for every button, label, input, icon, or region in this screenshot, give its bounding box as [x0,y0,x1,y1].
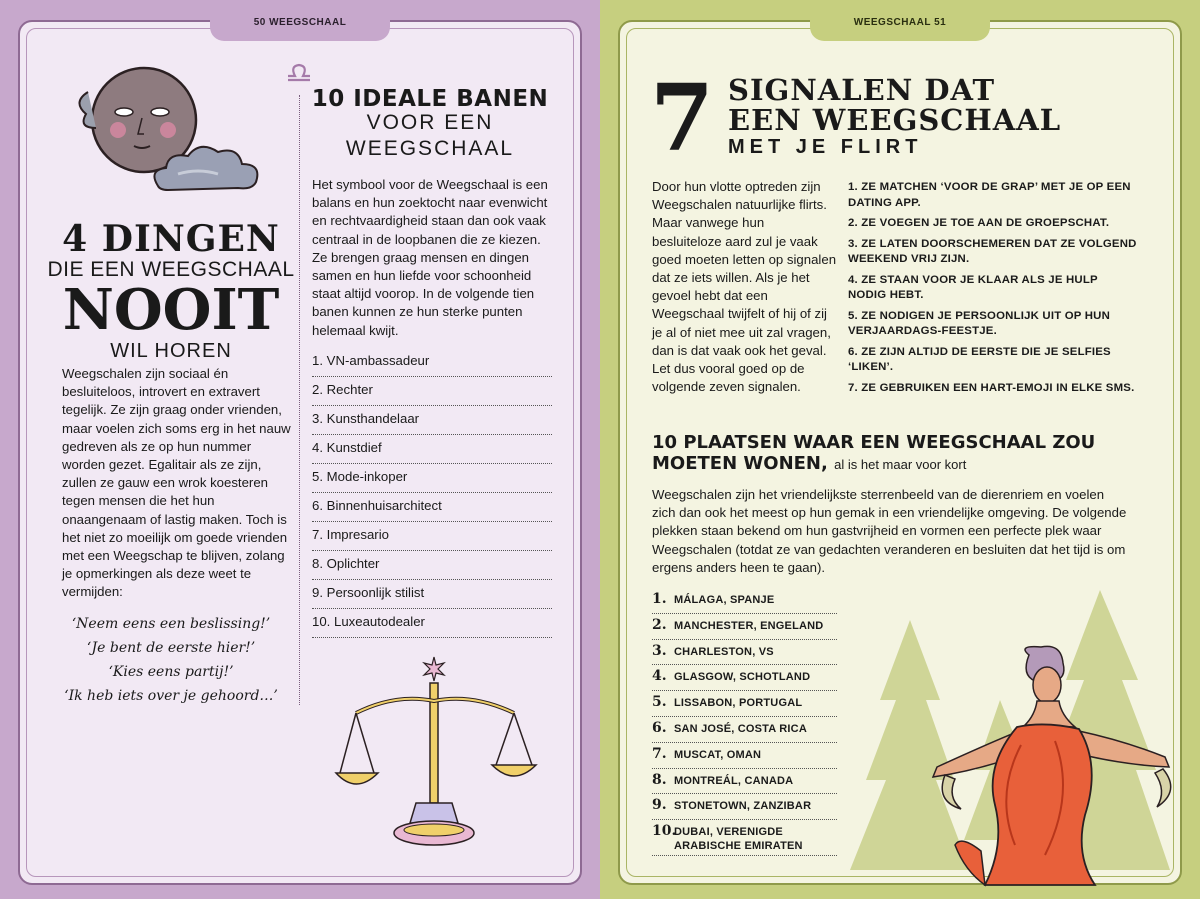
list-item: 7. Impresario [312,522,552,551]
section-title-weegschaal: WEEGSCHAAL [345,137,515,160]
list-item: 10. Luxeautodealer [312,609,552,638]
place-name: CHARLESTON, VS [674,645,774,658]
list-item: 7. ZE GEBRUIKEN EEN HART-EMOJI IN ELKE SMS. [848,381,1135,394]
list-item [652,614,837,640]
place-number: 5. [652,694,667,711]
left-page-header: 50 WEEGSCHAAL [210,11,390,41]
section-title-10-ideale-banen: 10 IDEALE BANEN [311,86,549,112]
place-number: 8. [652,771,667,788]
list-item: 4. ZE STAAN VOOR JE KLAAR ALS JE HULP NODIG HEBT. [848,273,1098,301]
section-body-banen: Het symbool voor de Weegschaal is een balans en hun zoektocht naar evenwicht en rechtvaardigheid staan dan ook vaak centraal in de loopbanen die ze kiezen. Ze brengen graag mensen en dingen samen en hun liefde voor schoonheid staat altijd voorop. In de volgende tien banen kunnen ze hun sterke punten helemaal kwijt. [312,177,548,338]
list-item [652,640,837,666]
list-item: 4. Kunstdief [312,435,552,464]
place-number: 6. [652,719,667,736]
list-item [652,820,837,856]
list-item [652,588,837,614]
place-number: 9. [652,797,667,814]
place-name: MONTREÁL, CANADA [674,774,794,787]
quotes-list [40,612,302,708]
section-body-plaatsen: Weegschalen zijn het vriendelijkste sterrenbeeld van de dierenriem en voelen zich dan ook het meest op hun gemak in een vriendelijke omgeving. De volgende plekken staan bekend om hun gastvrijheid en vormen een perfecte plek waar Weegschalen (totdat ze van gedachten veranderen en besluiten dat het tijd is om ergens anders heen te gaan). [652,487,1127,575]
places-list [652,588,837,856]
signals-list [848,180,1138,401]
section-title-met-je-flirt: MET JE FLIRT [728,136,923,158]
woman-holding-moons-icon [925,645,1185,885]
place-number: 4. [652,668,667,685]
place-number: 2. [652,616,667,633]
balance-scales-icon [336,655,536,855]
list-item: 2. ZE VOEGEN JE TOE AAN DE GROEPSCHAT. [848,217,1110,229]
big-number-7: 7 [650,64,715,172]
place-number: 3. [652,642,667,659]
place-name: GLASGOW, SCHOTLAND [674,671,811,684]
list-item [652,691,837,717]
section-title-die-een-weegschaal: DIE EEN WEEGSCHAAL [47,258,295,281]
section-title-nooit: NOOIT [62,277,280,343]
list-item: 8. Oplichter [312,551,552,580]
quote-item: ‘Ik heb iets over je gehoord…’ [64,688,278,704]
list-item: 5. Mode-inkoper [312,464,552,493]
list-item: 9. Persoonlijk stilist [312,580,552,609]
quote-item: ‘Je bent de eerste hier!’ [86,640,256,656]
list-item [652,665,837,691]
place-number: 1. [652,591,667,607]
place-name: DUBAI, VERENIGDE ARABISCHE EMIRATEN [674,826,803,853]
place-name: LISSABON, PORTUGAL [674,697,803,710]
section-title-10-plaatsen: 10 PLAATSEN WAAR EEN WEEGSCHAAL ZOU [652,432,1096,453]
list-item: 5. ZE NODIGEN JE PERSOONLIJK UIT OP HUN VERJAARDAGS-FEESTJE. [848,309,1111,337]
libra-symbol-icon [286,62,312,82]
section-body-4-dingen: Weegschalen zijn sociaal én besluiteloos, introvert en extravert tegelijk. Ze zijn graag onder vrienden, maar voelen zich soms erg in het nauw gedreven als ze op hun nummer worden gezet. Egalitair als ze zijn, zullen ze gauw een wrok koesteren tegen mensen die het hun onaangenaam of lastig maken. Toch is het niet zo moeilijk om goede vrienden met een Weegschap te blijven, zolang je opmerkingen als deze weet te vermijden: [62,366,291,600]
list-item: 2. Rechter [312,377,552,406]
place-number: 10. [652,823,677,840]
place-name: MUSCAT, OMAN [674,748,762,761]
place-name: STONETOWN, ZANZIBAR [674,800,812,813]
cloud-icon [148,140,268,200]
list-item: 1. ZE MATCHEN ‘VOOR DE GRAP’ MET JE OP EEN DATING APP. [848,181,1131,209]
section-title-voor-een: VOOR EEN [366,111,494,134]
place-name: MANCHESTER, ENGELAND [674,619,824,632]
list-item [652,769,837,795]
list-item: 3. ZE LATEN DOORSCHEMEREN DAT ZE VOLGEND WEEKEND VRIJ ZIJN. [848,237,1137,265]
quote-item: ‘Neem eens een beslissing!’ [71,616,271,632]
list-item: 6. Binnenhuisarchitect [312,493,552,522]
section-title-moeten-wonen [652,453,1142,476]
place-name: MÁLAGA, SPANJE [674,594,775,606]
section-body-signalen: Door hun vlotte optreden zijn Weegschalen natuurlijke flirts. Maar vanwege hun besluiteloze aard zul je vaak goed moeten letten op signalen dat ze iets willen. Als je het gevoel hebt dat een Weegschaal twijfelt of hij of zij je al of niet mee uit zal vragen, dan is dat vaak ook het geval. Let dus vooral goed op de volgende zeven signalen. [652,179,837,395]
list-item [652,743,837,769]
section-title-suffix: al is het maar voor kort [834,457,967,472]
section-title-signalen-dat: SIGNALEN DAT [728,73,996,107]
section-title-4-dingen: 4 DINGEN [62,218,280,260]
jobs-list [312,348,552,638]
section-title-wil-horen: WIL HOREN [110,340,232,362]
list-item [652,717,837,743]
place-name: SAN JOSÉ, COSTA RICA [674,722,807,735]
place-number: 7. [652,745,667,762]
section-title-moeten-wonen-text: MOETEN WONEN, [652,453,828,474]
list-item: 3. Kunsthandelaar [312,406,552,435]
list-item [652,794,837,820]
quote-item: ‘Kies eens partij!’ [108,664,234,680]
list-item: 6. ZE ZIJN ALTIJD DE EERSTE DIE JE SELFIES ‘LIKEN’. [848,345,1111,373]
list-item: 1. VN-ambassadeur [312,348,552,377]
right-page-header: WEEGSCHAAL 51 [810,11,990,41]
section-title-een-weegschaal: EEN WEEGSCHAAL [728,103,1062,137]
